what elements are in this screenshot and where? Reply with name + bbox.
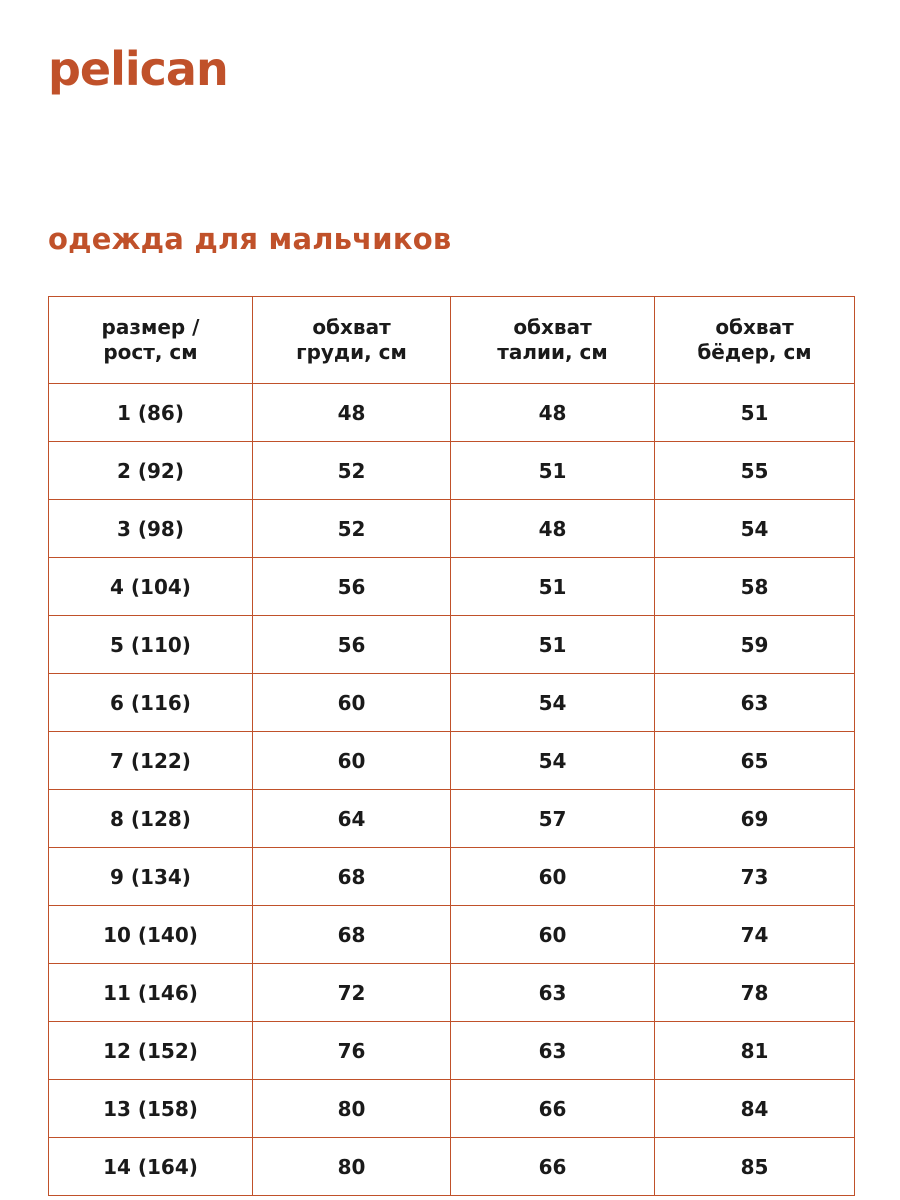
table-row	[49, 1080, 855, 1138]
column-header-waist-line2: талии, см	[497, 340, 608, 364]
cell-hips: 54	[655, 500, 855, 558]
table-row	[49, 384, 855, 442]
cell-size: 1 (86)	[49, 384, 253, 442]
cell-waist: 60	[451, 848, 655, 906]
cell-chest: 60	[253, 732, 451, 790]
column-header-waist-line1: обхват	[513, 315, 592, 339]
column-header-hips	[655, 297, 855, 384]
cell-size: 6 (116)	[49, 674, 253, 732]
cell-chest: 48	[253, 384, 451, 442]
cell-hips: 84	[655, 1080, 855, 1138]
cell-hips: 55	[655, 442, 855, 500]
cell-hips: 78	[655, 964, 855, 1022]
table-row	[49, 964, 855, 1022]
cell-chest: 52	[253, 442, 451, 500]
table-head	[49, 297, 855, 384]
cell-chest: 80	[253, 1138, 451, 1196]
cell-waist: 54	[451, 732, 655, 790]
cell-waist: 57	[451, 790, 655, 848]
column-header-hips-line1: обхват	[715, 315, 794, 339]
cell-chest: 52	[253, 500, 451, 558]
cell-waist: 48	[451, 384, 655, 442]
table-header-row	[49, 297, 855, 384]
column-header-size	[49, 297, 253, 384]
cell-chest: 76	[253, 1022, 451, 1080]
cell-waist: 51	[451, 442, 655, 500]
cell-chest: 68	[253, 906, 451, 964]
table-row	[49, 558, 855, 616]
table-row	[49, 732, 855, 790]
column-header-waist	[451, 297, 655, 384]
cell-hips: 73	[655, 848, 855, 906]
cell-chest: 60	[253, 674, 451, 732]
table-row	[49, 906, 855, 964]
column-header-size-line2: рост, см	[103, 340, 198, 364]
table-body	[49, 384, 855, 1196]
table-row	[49, 616, 855, 674]
column-header-chest-line1: обхват	[312, 315, 391, 339]
cell-size: 12 (152)	[49, 1022, 253, 1080]
cell-size: 10 (140)	[49, 906, 253, 964]
table-row	[49, 790, 855, 848]
cell-waist: 51	[451, 616, 655, 674]
cell-size: 11 (146)	[49, 964, 253, 1022]
table-row	[49, 848, 855, 906]
cell-waist: 63	[451, 1022, 655, 1080]
size-table	[48, 296, 855, 1196]
cell-hips: 58	[655, 558, 855, 616]
cell-chest: 80	[253, 1080, 451, 1138]
cell-size: 9 (134)	[49, 848, 253, 906]
cell-chest: 68	[253, 848, 451, 906]
cell-size: 2 (92)	[49, 442, 253, 500]
cell-size: 14 (164)	[49, 1138, 253, 1196]
cell-size: 13 (158)	[49, 1080, 253, 1138]
cell-size: 4 (104)	[49, 558, 253, 616]
cell-waist: 63	[451, 964, 655, 1022]
column-header-chest-line2: груди, см	[296, 340, 407, 364]
cell-hips: 65	[655, 732, 855, 790]
column-header-hips-line2: бёдер, см	[697, 340, 812, 364]
cell-waist: 66	[451, 1080, 655, 1138]
page-title: одежда для мальчиков	[48, 222, 452, 256]
cell-hips: 85	[655, 1138, 855, 1196]
cell-hips: 81	[655, 1022, 855, 1080]
cell-hips: 51	[655, 384, 855, 442]
cell-chest: 56	[253, 616, 451, 674]
cell-size: 5 (110)	[49, 616, 253, 674]
cell-hips: 63	[655, 674, 855, 732]
cell-hips: 69	[655, 790, 855, 848]
cell-waist: 48	[451, 500, 655, 558]
table-row	[49, 442, 855, 500]
cell-hips: 74	[655, 906, 855, 964]
cell-chest: 64	[253, 790, 451, 848]
brand-logo: pelican	[48, 42, 228, 96]
column-header-size-line1: размер /	[101, 315, 200, 339]
cell-waist: 66	[451, 1138, 655, 1196]
table-row	[49, 1138, 855, 1196]
cell-chest: 72	[253, 964, 451, 1022]
cell-waist: 51	[451, 558, 655, 616]
cell-waist: 60	[451, 906, 655, 964]
cell-waist: 54	[451, 674, 655, 732]
cell-size: 3 (98)	[49, 500, 253, 558]
cell-size: 8 (128)	[49, 790, 253, 848]
column-header-chest	[253, 297, 451, 384]
cell-size: 7 (122)	[49, 732, 253, 790]
table-row	[49, 500, 855, 558]
cell-hips: 59	[655, 616, 855, 674]
table-row	[49, 1022, 855, 1080]
cell-chest: 56	[253, 558, 451, 616]
table-row	[49, 674, 855, 732]
